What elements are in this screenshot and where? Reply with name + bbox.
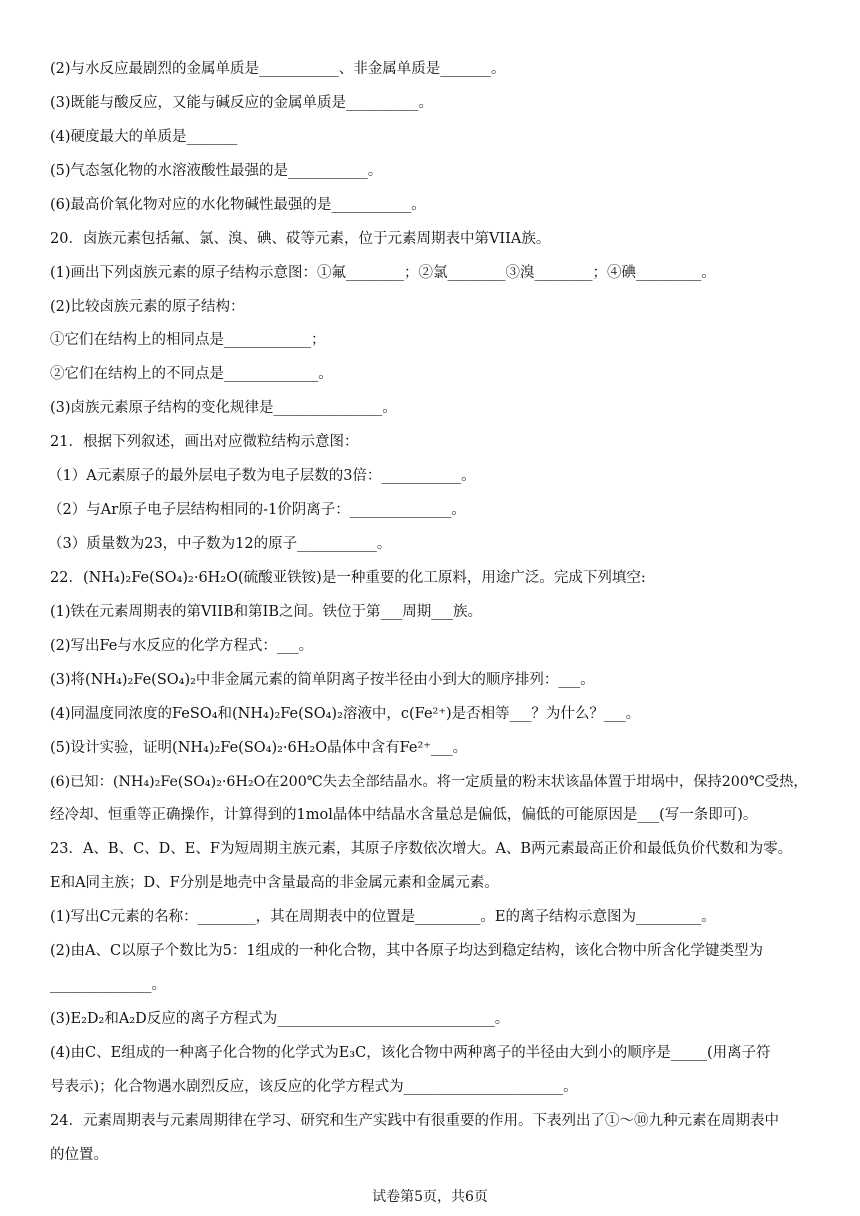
text-line-4: (5)气态氢化物的水溶液酸性最强的是___________。 — [50, 163, 383, 179]
question-21-heading: 21．根据下列叙述，画出对应微粒结构示意图： — [50, 434, 359, 450]
text-line-11: (3)卤族元素原子结构的变化规律是_______________。 — [50, 400, 397, 416]
text-line-31: 号表示)；化合物遇水剧烈反应，该反应的化学方程式为______________________。 — [50, 1079, 578, 1095]
text-line-18: (2)写出Fe与水反应的化学方程式：___。 — [50, 638, 314, 654]
text-line-28: ______________。 — [50, 977, 166, 993]
text-line-8: (2)比较卤族元素的原子结构： — [50, 299, 245, 315]
text-line-21: (5)设计实验，证明(NH₄)₂Fe(SO₄)₂·6H₂O晶体中含有Fe²⁺___。 — [50, 740, 468, 756]
text-line-29: (3)E₂D₂和A₂D反应的离子方程式为______________________________。 — [50, 1011, 510, 1027]
text-line-7: (1)画出下列卤族元素的原子结构示意图：①氟________；②氯________③溴________；④碘_________。 — [50, 265, 716, 281]
text-line-5: (6)最高价氧化物对应的水化物碱性最强的是___________。 — [50, 197, 426, 213]
question-24-heading: 24．元素周期表与元素周期律在学习、研究和生产实践中有很重要的作用。下表列出了①～⑩九种元素在周期表中 — [50, 1113, 779, 1129]
text-line-19: (3)将(NH₄)₂Fe(SO₄)₂中非金属元素的简单阴离子按半径由小到大的顺序排列：___。 — [50, 672, 595, 688]
text-line-13: （1）A元素原子的最外层电子数为电子层数的3倍：___________。 — [48, 468, 476, 484]
text-line-22: (6)已知：(NH₄)₂Fe(SO₄)₂·6H₂O在200℃失去全部结晶水。将一定质量的粉末状该晶体置于坩埚中，保持200℃受热， — [50, 774, 808, 790]
text-line-3: (4)硬度最大的单质是_______ — [50, 129, 238, 145]
text-line-10: ②它们在结构上的不同点是_____________。 — [50, 366, 333, 382]
text-line-20: (4)同温度同浓度的FeSO₄和(NH₄)₂Fe(SO₄)₂溶液中，c(Fe²⁺)是否相等___？为什么？___。 — [50, 706, 641, 722]
text-line-2: (3)既能与酸反应，又能与碱反应的金属单质是__________。 — [50, 95, 434, 111]
text-line-15: （3）质量数为23，中子数为12的原子___________。 — [48, 536, 392, 552]
text-line-23: 经冷却、恒重等正确操作，计算得到的1mol晶体中结晶水含量总是偏低，偏低的可能原因是___(写一条即可)。 — [50, 807, 758, 823]
question-20-heading: 20．卤族元素包括氟、氯、溴、碘、砹等元素，位于元素周期表中第VIIA族。 — [50, 231, 551, 247]
text-line-26: (1)写出C元素的名称：________，其在周期表中的位置是_________。E的离子结构示意图为_________。 — [50, 909, 716, 925]
text-line-30: (4)由C、E组成的一种离子化合物的化学式为E₃C，该化合物中两种离子的半径由大到小的顺序是_____(用离子符 — [50, 1045, 771, 1061]
page-footer: 试卷第5页，共6页 — [372, 1189, 488, 1205]
question-22-heading: 22．(NH₄)₂Fe(SO₄)₂·6H₂O(硫酸亚铁铵)是一种重要的化工原料，用途广泛。完成下列填空: — [50, 570, 646, 586]
question-23-heading: 23．A、B、C、D、E、F为短周期主族元素，其原子序数依次增大。A、B两元素最高正价和最低负价代数和为零。 — [50, 841, 793, 857]
text-line-25: E和A同主族；D、F分别是地壳中含量最高的非金属元素和金属元素。 — [50, 875, 499, 891]
text-line-17: (1)铁在元素周期表的第VIIB和第IB之间。铁位于第___周期___族。 — [50, 604, 483, 620]
text-line-14: （2）与Ar原子电子层结构相同的-1价阴离子：______________。 — [48, 502, 466, 518]
text-line-33: 的位置。 — [50, 1147, 108, 1163]
text-line-1: (2)与水反应最剧烈的金属单质是___________、非金属单质是_______。 — [50, 61, 506, 77]
text-line-9: ①它们在结构上的相同点是____________； — [50, 332, 326, 348]
text-line-27: (2)由A、C以原子个数比为5：1组成的一种化合物，其中各原子均达到稳定结构，该化合物中所含化学键类型为 — [50, 943, 764, 959]
